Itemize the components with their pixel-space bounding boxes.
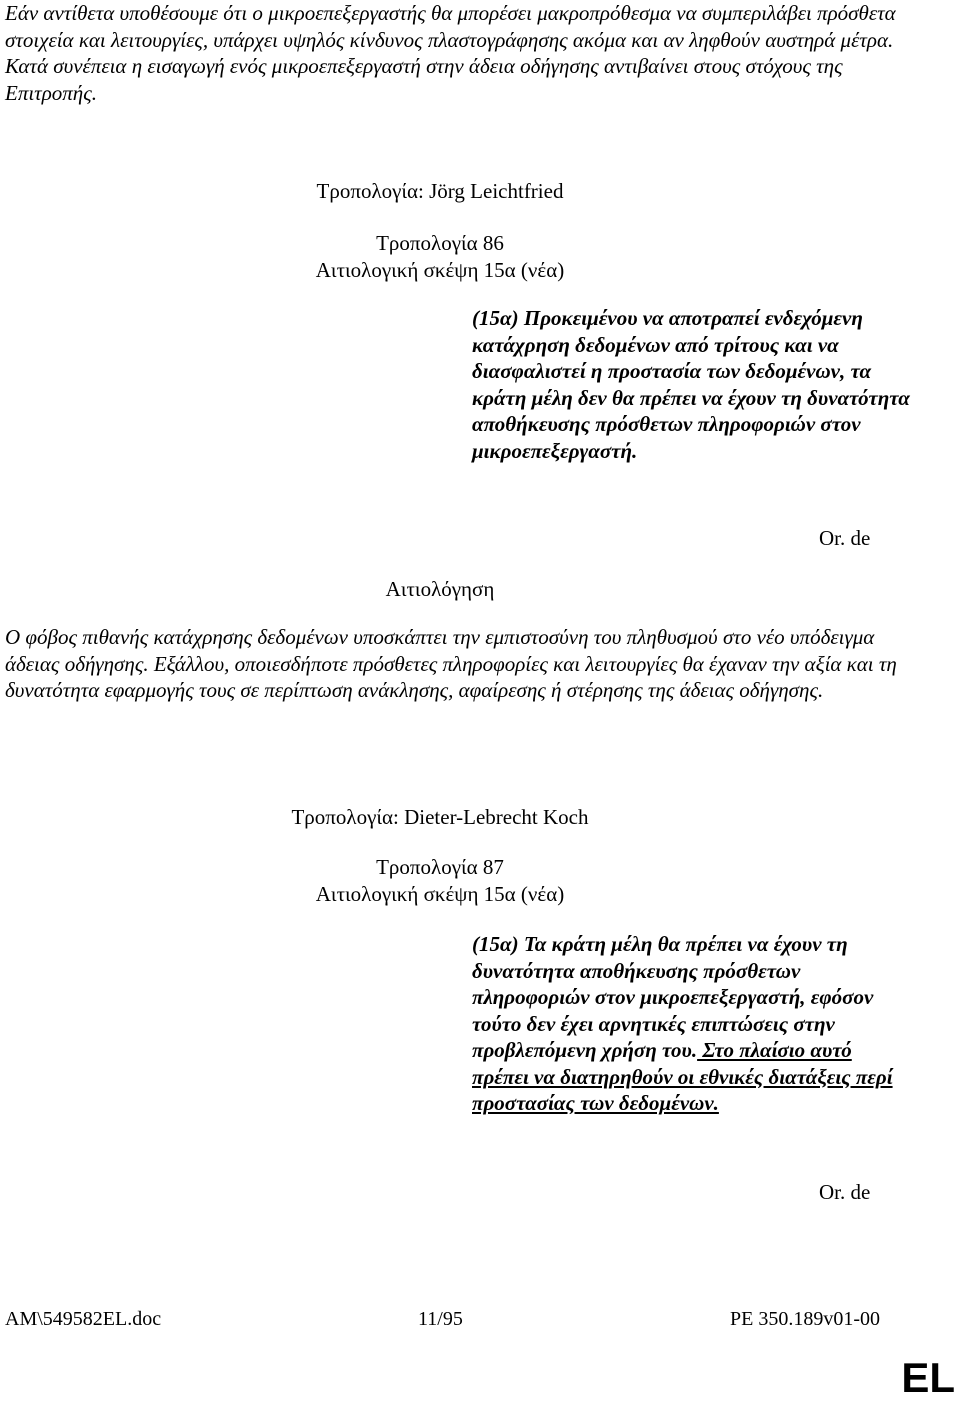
amendment-86-recital: Αιτιολογική σκέψη 15α (νέα)	[315, 258, 565, 282]
amendment-87-text-part1: (15α) Τα κράτη μέλη θα πρέπει να έχουν τη δυνατότητα αποθήκευσης πρόσθετων πληροφοριών στον μικροεπεξεργαστή, εφόσον τούτο δεν έχει αρνητικές επιπτώσεις στην προβλεπόμενη χρήση του.	[472, 932, 874, 1062]
amendment-87-text-part2: Στο πλαίσιο αυτό πρέπει να διατηρηθούν οι εθνικές διατάξεις περί προστασίας των δεδομένων.	[472, 1038, 893, 1115]
amendment-86-original-language: Or. de	[819, 526, 871, 550]
footer-page-number: 11/95	[418, 1308, 463, 1330]
amendment-86-author: Τροπολογία: Jörg Leichtfried	[316, 179, 564, 203]
amendment-87-text	[472, 931, 912, 1117]
amendment-86-number: Τροπολογία 86	[376, 231, 504, 255]
justification-title: Αιτιολόγηση	[385, 577, 495, 601]
amendment-87-number: Τροπολογία 87	[376, 855, 504, 879]
amendment-87-original-language: Or. de	[819, 1180, 871, 1204]
justification-text-part2: Εξάλλου, οποιεσδήποτε πρόσθετες πληροφορίες και λειτουργίες θα έχαναν την αξία και τη δυνατότητα εφαρμογής τους σε περίπτωση ανάκλησης, αφαίρεσης ή στέρησης της άδειας οδήγησης.	[5, 651, 897, 702]
justification-paragraph	[5, 624, 905, 704]
intro-text-part2: Κατά συνέπεια η εισαγωγή ενός μικροεπεξεργαστή στην άδεια οδήγησης αντιβαίνει στους στόχους της Επιτροπής.	[5, 54, 843, 105]
intro-text-part1: Εάν αντίθετα υποθέσουμε ότι ο μικροεπεξεργαστής θα μπορέσει μακροπρόθεσμα να συμπεριλάβει πρόσθετα στοιχεία και λειτουργίες, υπάρχει υψηλός κίνδυνος πλαστογράφησης ακόμα και αν ληφθούν αυστηρά μέτρα.	[5, 1, 896, 52]
intro-paragraph	[5, 0, 905, 106]
amendment-87-author: Τροπολογία: Dieter-Lebrecht Koch	[291, 805, 589, 829]
footer-pe-reference: PE 350.189v01-00	[730, 1308, 880, 1330]
amendment-87-recital: Αιτιολογική σκέψη 15α (νέα)	[315, 882, 565, 906]
footer-doc-reference: AM\549582EL.doc	[5, 1308, 162, 1330]
amendment-86-text: (15α) Προκειμένου να αποτραπεί ενδεχόμενη κατάχρηση δεδομένων από τρίτους και να διασφαλιστεί η προστασία των δεδομένων, τα κράτη μέλη δεν θα πρέπει να έχουν τη δυνατότητα αποθήκευσης πρόσθετων πληροφοριών στον μικροεπεξεργαστή.	[472, 306, 910, 463]
language-code: EL	[901, 1354, 955, 1401]
justification-text-part1: Ο φόβος πιθανής κατάχρησης δεδομένων υποσκάπτει την εμπιστοσύνη του πληθυσμού στο νέο υπόδειγμα άδειας οδήγησης.	[5, 625, 875, 676]
